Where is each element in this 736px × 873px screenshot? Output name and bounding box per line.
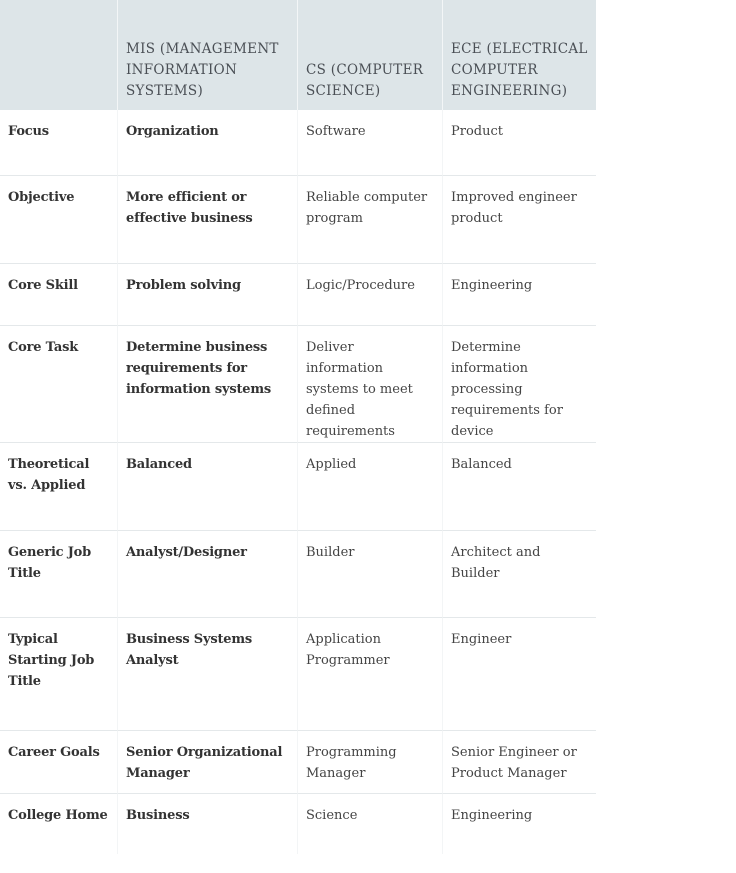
ece-cell: Engineer xyxy=(442,618,596,731)
table-header xyxy=(0,0,596,110)
cs-cell: Logic/Procedure xyxy=(297,264,442,326)
cs-cell: Applied xyxy=(297,443,442,531)
table-row xyxy=(0,731,596,794)
mis-cell: Senior Organizational Manager xyxy=(117,731,297,794)
row-label: Typical Starting Job Title xyxy=(0,618,117,731)
mis-cell: Balanced xyxy=(117,443,297,531)
ece-cell: Engineering xyxy=(442,264,596,326)
table-row xyxy=(0,176,596,264)
ece-cell: Senior Engineer or Product Manager xyxy=(442,731,596,794)
row-label: Generic Job Title xyxy=(0,531,117,618)
cs-cell: Programming Manager xyxy=(297,731,442,794)
row-label: Core Task xyxy=(0,326,117,443)
cs-cell: Deliver information systems to meet defined requirements xyxy=(297,326,442,443)
header-mis: MIS (MANAGEMENT INFORMATION SYSTEMS) xyxy=(117,0,297,110)
table-row xyxy=(0,443,596,531)
table-row xyxy=(0,110,596,176)
table-row xyxy=(0,618,596,731)
table-row xyxy=(0,264,596,326)
ece-cell: Architect and Builder xyxy=(442,531,596,618)
mis-cell: Determine business requirements for information systems xyxy=(117,326,297,443)
ece-cell: Product xyxy=(442,110,596,176)
row-label: Objective xyxy=(0,176,117,264)
header-row xyxy=(0,0,596,110)
cs-cell: Builder xyxy=(297,531,442,618)
table-row xyxy=(0,531,596,618)
mis-cell: More efficient or effective business xyxy=(117,176,297,264)
mis-cell: Problem solving xyxy=(117,264,297,326)
ece-cell: Improved engineer product xyxy=(442,176,596,264)
mis-cell: Analyst/Designer xyxy=(117,531,297,618)
row-label: Core Skill xyxy=(0,264,117,326)
row-label: Theoretical vs. Applied xyxy=(0,443,117,531)
table-row xyxy=(0,794,596,854)
row-label: College Home xyxy=(8,808,108,823)
mis-cell: Organization xyxy=(117,110,297,176)
cs-cell: Application Programmer xyxy=(297,618,442,731)
cs-cell: Reliable computer program xyxy=(297,176,442,264)
table-body xyxy=(0,110,596,854)
header-corner-cell xyxy=(0,0,117,110)
cs-cell: Software xyxy=(297,110,442,176)
cs-cell: Science xyxy=(297,794,442,854)
table-row xyxy=(0,326,596,443)
header-cs: CS (COMPUTER SCIENCE) xyxy=(297,0,442,110)
mis-cell: Business xyxy=(117,794,297,854)
row-label: Career Goals xyxy=(0,731,117,794)
mis-cell: Business Systems Analyst xyxy=(117,618,297,731)
ece-cell: Balanced xyxy=(442,443,596,531)
row-label: Focus xyxy=(0,110,117,176)
header-ece: ECE (ELECTRICAL COMPUTER ENGINEERING) xyxy=(442,0,596,110)
ece-cell: Determine information processing requirements for device xyxy=(442,326,596,443)
ece-cell: Engineering xyxy=(442,794,596,854)
